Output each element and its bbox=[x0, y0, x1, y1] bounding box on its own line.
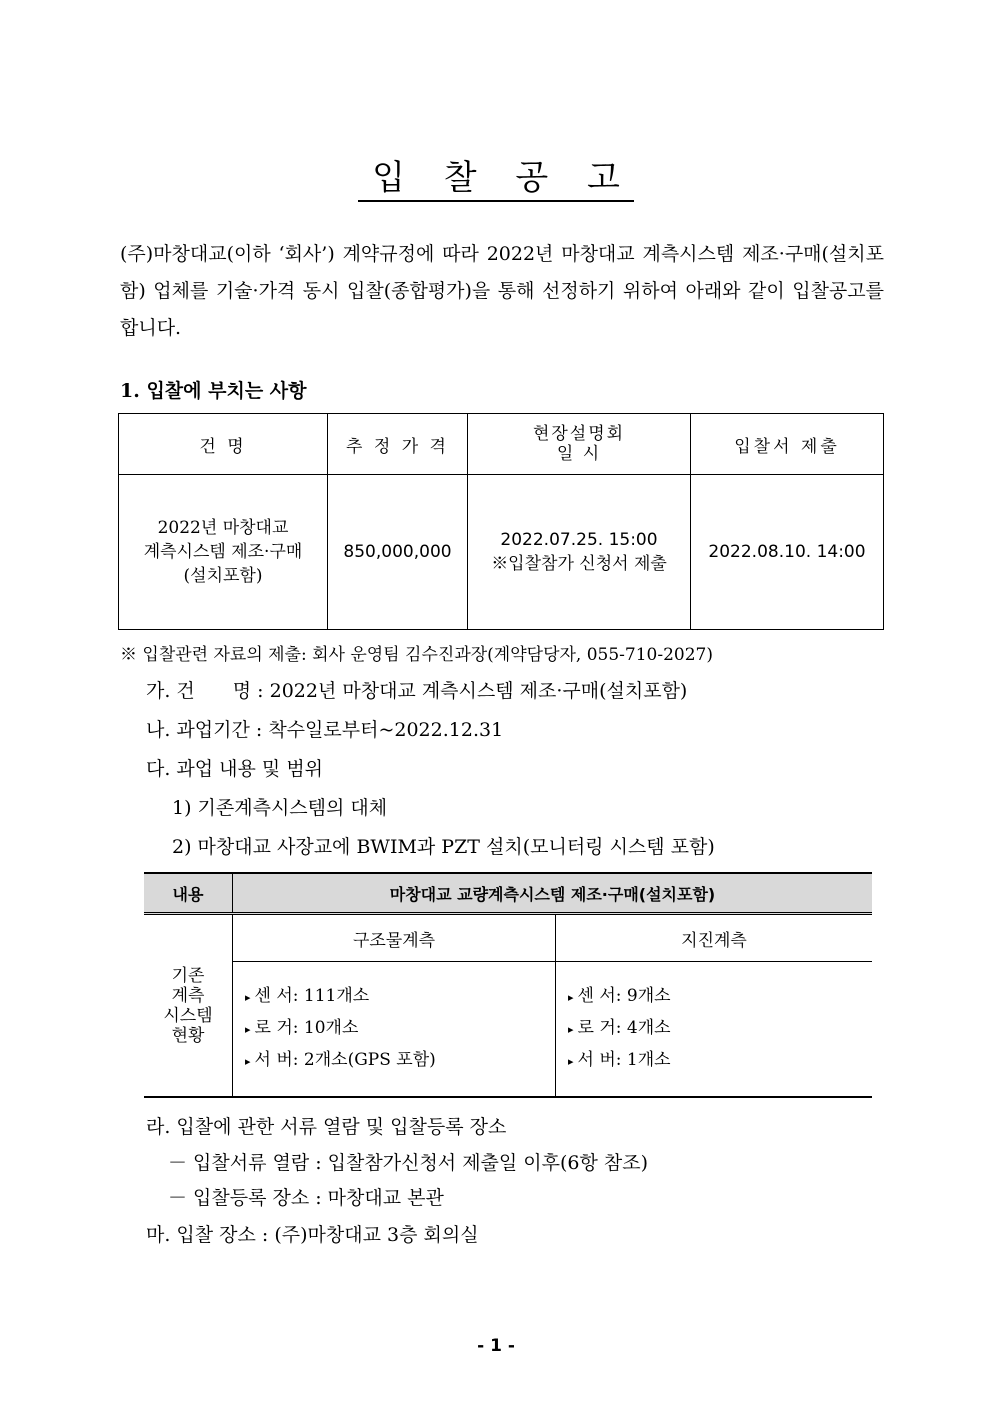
list-item: ▸ 센 서: 111개소 bbox=[245, 986, 370, 1006]
seismic-items bbox=[556, 962, 873, 1098]
structure-items bbox=[233, 962, 556, 1098]
list-item: ▸ 로 거: 4개소 bbox=[568, 1018, 671, 1038]
bullet-triangle-icon: ▸ bbox=[245, 991, 251, 1004]
contact-note: ※ 입찰관련 자료의 제출: 회사 운영팀 김수진과장(계약담당자, 055-710-2027) bbox=[120, 645, 713, 665]
cell-name-line2: 계측시스템 제조·구매 bbox=[143, 542, 303, 562]
row-label-line: 계측 bbox=[171, 985, 205, 1006]
row-label-line: 시스템 bbox=[163, 1005, 213, 1026]
bullet-triangle-icon: ▸ bbox=[568, 1023, 574, 1036]
header-price: 추 정 가 격 bbox=[328, 414, 468, 475]
subheader-seismic: 지진계측 bbox=[556, 914, 873, 962]
document-title bbox=[0, 150, 992, 199]
page-number: - 1 - bbox=[477, 1336, 515, 1356]
header-briefing bbox=[468, 414, 691, 475]
list-item: ▸ 센 서: 9개소 bbox=[568, 986, 671, 1006]
item-na: 나. 과업기간 : 착수일로부터~2022.12.31 bbox=[146, 719, 504, 741]
header-briefing-line2: 일 시 bbox=[556, 444, 602, 464]
table2-header-title: 마창대교 교량계측시스템 제조·구매(설치포함) bbox=[233, 873, 873, 914]
item-da-1: 1) 기존계측시스템의 대체 bbox=[172, 797, 388, 819]
list-item: ▸ 서 버: 1개소 bbox=[568, 1050, 671, 1070]
cell-submit: 2022.08.10. 14:00 bbox=[691, 475, 884, 630]
bullet-triangle-icon: ▸ bbox=[568, 991, 574, 1004]
item-da: 다. 과업 내용 및 범위 bbox=[146, 758, 324, 780]
table2-header-content: 내용 bbox=[144, 873, 233, 914]
system-status-table bbox=[144, 872, 872, 1098]
title-text: 입 찰 공 고 bbox=[358, 158, 634, 202]
table-row bbox=[119, 475, 884, 630]
list-item: ▸ 서 버: 2개소(GPS 포함) bbox=[245, 1050, 436, 1070]
table2-row-label bbox=[144, 914, 233, 1098]
cell-price: 850,000,000 bbox=[328, 475, 468, 630]
section-heading: 1. 입찰에 부치는 사항 bbox=[120, 380, 307, 402]
item-ga: 가. 건 명 : 2022년 마창대교 계측시스템 제조·구매(설치포함) bbox=[146, 680, 688, 702]
table2-subheader-row bbox=[144, 914, 872, 962]
header-submit: 입찰서 제출 bbox=[691, 414, 884, 475]
item-ra-1: － 입찰서류 열람 : 입찰참가신청서 제출일 이후(6항 참조) bbox=[168, 1152, 649, 1174]
item-da-2: 2) 마창대교 사장교에 BWIM과 PZT 설치(모니터링 시스템 포함) bbox=[172, 836, 715, 858]
bullet-triangle-icon: ▸ bbox=[245, 1023, 251, 1036]
row-label-line: 현황 bbox=[171, 1025, 205, 1046]
item-ma: 마. 입찰 장소 : (주)마창대교 3층 회의실 bbox=[146, 1224, 479, 1246]
intro-paragraph: (주)마창대교(이하 ‘회사’) 계약규정에 따라 2022년 마창대교 계측시스템 제조·구매(설치포함) 업체를 기술·가격 동시 입찰(종합평가)을 통해 선정하기 위하여 아래와 같이 입찰공고를 합니다. bbox=[120, 243, 884, 339]
list-item: ▸ 로 거: 10개소 bbox=[245, 1018, 359, 1038]
cell-name-line1: 2022년 마창대교 bbox=[157, 518, 289, 538]
table-header-row bbox=[119, 414, 884, 475]
table2-header-row bbox=[144, 873, 872, 914]
bid-summary-table bbox=[118, 413, 884, 630]
cell-briefing-datetime: 2022.07.25. 15:00 bbox=[500, 530, 658, 550]
bullet-triangle-icon: ▸ bbox=[245, 1055, 251, 1068]
table2-items-row bbox=[144, 962, 872, 1098]
cell-briefing bbox=[468, 475, 691, 630]
subheader-structure: 구조물계측 bbox=[233, 914, 556, 962]
header-name: 건 명 bbox=[119, 414, 328, 475]
cell-name bbox=[119, 475, 328, 630]
item-ra-2: － 입찰등록 장소 : 마창대교 본관 bbox=[168, 1187, 444, 1209]
bullet-triangle-icon: ▸ bbox=[568, 1055, 574, 1068]
item-ra: 라. 입찰에 관한 서류 열람 및 입찰등록 장소 bbox=[146, 1116, 507, 1138]
header-briefing-line1: 현장설명회 bbox=[532, 424, 626, 444]
cell-name-line3: (설치포함) bbox=[183, 566, 263, 586]
row-label-line: 기존 bbox=[171, 965, 205, 986]
cell-briefing-note: ※입찰참가 신청서 제출 bbox=[491, 554, 667, 574]
